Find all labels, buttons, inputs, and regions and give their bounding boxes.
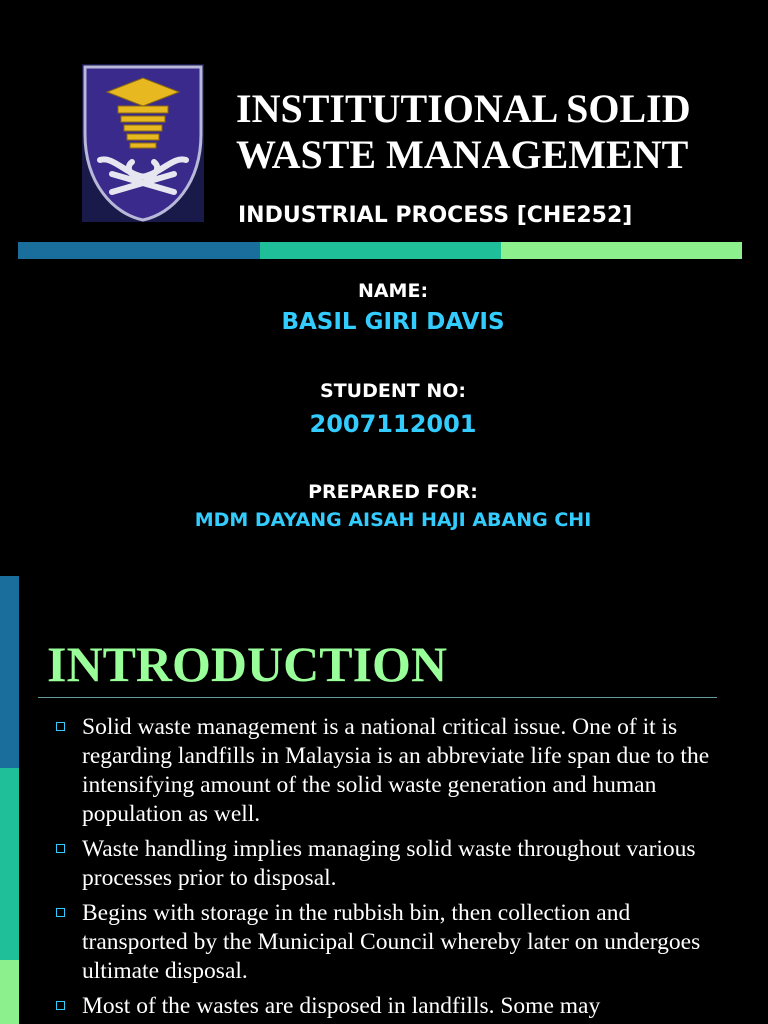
name-label: NAME: bbox=[357, 280, 429, 302]
bullet-item bbox=[52, 899, 732, 986]
bullet-text: Most of the wastes are disposed in landfills. Some may bbox=[82, 993, 601, 1019]
university-crest-icon bbox=[82, 64, 204, 222]
hollow-square-bullet-icon bbox=[56, 844, 65, 853]
color-bar-blue bbox=[18, 242, 260, 259]
color-bar-teal bbox=[260, 242, 501, 259]
bullet-item bbox=[52, 992, 732, 1021]
student-name: BASIL GIRI DAVIS bbox=[281, 309, 505, 335]
title-line-1: INSTITUTIONAL SOLID bbox=[236, 86, 691, 131]
student-number-label: STUDENT NO: bbox=[320, 380, 466, 402]
hollow-square-bullet-icon bbox=[56, 908, 65, 917]
color-bar-light-green bbox=[501, 242, 742, 259]
lecturer-name: MDM DAYANG AISAH HAJI ABANG CHI bbox=[194, 509, 592, 531]
hollow-square-bullet-icon bbox=[56, 722, 65, 731]
heading-rule bbox=[38, 697, 717, 698]
section-heading: INTRODUCTION bbox=[47, 636, 448, 692]
bullet-list bbox=[52, 713, 732, 1024]
bullet-text: Solid waste management is a national critical issue. One of it is regarding landfills in Malaysia is an abbreviate life span due to the intensifying amount of the solid waste generation and human population as well. bbox=[82, 714, 710, 827]
bullet-item bbox=[52, 713, 732, 829]
title-line-2: WASTE MANAGEMENT bbox=[236, 132, 689, 177]
bullet-item bbox=[52, 835, 732, 893]
slide-separator bbox=[0, 560, 768, 576]
bullet-text: Begins with storage in the rubbish bin, then collection and transported by the Municipal Council whereby later on undergoes ultimate disposal. bbox=[82, 900, 701, 984]
side-bar-blue bbox=[0, 576, 19, 768]
prepared-for-label: PREPARED FOR: bbox=[308, 481, 478, 503]
presentation-title bbox=[236, 86, 756, 178]
hollow-square-bullet-icon bbox=[56, 1001, 65, 1010]
introduction-slide bbox=[0, 576, 768, 1024]
bullet-text: Waste handling implies managing solid waste throughout various processes prior to disposal. bbox=[82, 836, 696, 891]
side-bar-teal bbox=[0, 768, 19, 960]
course-subtitle: INDUSTRIAL PROCESS [CHE252] bbox=[238, 203, 633, 228]
student-number: 2007112001 bbox=[309, 410, 477, 438]
side-bar-light-green bbox=[0, 960, 19, 1024]
